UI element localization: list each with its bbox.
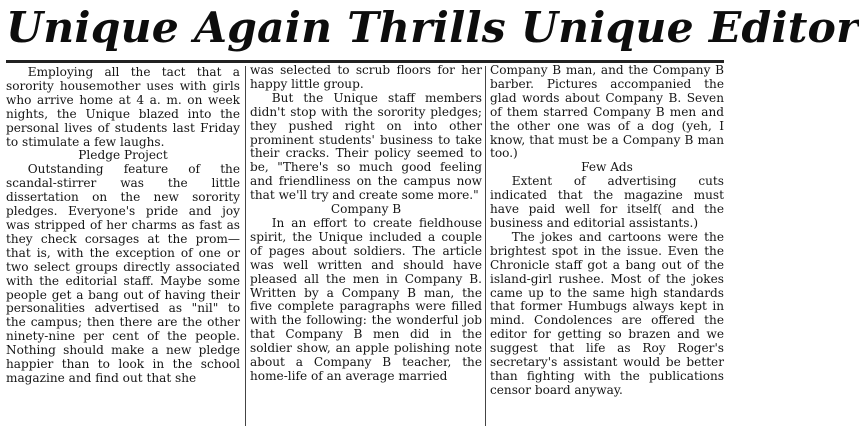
subhead-few-ads: Few Ads (581, 160, 633, 175)
headline: Unique Again Thrills Unique Editor (6, 3, 859, 53)
column-divider (485, 66, 486, 426)
article-column-2 (250, 64, 482, 424)
paragraph: Extent of advertising cuts indicated that the magazine must have paid well for itself( and the business and editorial assistants.) (490, 174, 724, 230)
subhead-pledge-project: Pledge Project (78, 148, 168, 163)
paragraph: But the Unique staff members didn't stop with the sorority pledges; they pushed right on into other prominent students' business to take their cracks. Their policy seemed to be, "There's so much good feeling and friendliness on the campus now that we'll try and create some more." (250, 90, 482, 203)
paragraph: was selected to scrub floors for her happy little group. (250, 63, 482, 91)
paragraph: Company B man, and the Company B barber. Pictures accompanied the glad words about Company B. Seven of them starred Company B men and the other one was of a dog (yeh, I know, that must be a Company B man too.) (490, 63, 724, 161)
paragraph: The jokes and cartoons were the brightest spot in the issue. Even the Chronicle staff got a bang out of the island-girl rushee. Most of the jokes came up to the same high standards that former Humbugs always kept in mind. Condolences are offered the editor for getting so brazen and we suggest that life as Roy Roger's secretary's assistant would be better than fighting with the publications censor board anyway. (490, 229, 724, 397)
paragraph: In an effort to create fieldhouse spirit, the Unique included a couple of pages about soldiers. The article was well written and should have pleased all the men in Company B. Written by a Company B man, the five complete paragraphs were filled with the following: the wonderful job that Company B men did in the soldier show, an apple polishing note about a Company B teacher, the home-life of an average married (250, 215, 482, 383)
article-column-3 (490, 64, 724, 424)
subhead-company-b: Company B (330, 202, 402, 217)
column-divider (245, 66, 246, 426)
paragraph: Outstanding feature of the scandal-stirrer was the little dissertation on the new sorority pledges. Everyone's pride and joy was stripped of her charms as fast as they check corsages at the prom—that is, with the exception of one or two select groups directly associated with the editorial staff. Maybe some people get a bang out of having their personalities advertised as "nil" to the campus; then there are the other ninety-nine per cent of the people. Nothing should make a new pledge happier than to look in the school magazine and find out that she (6, 162, 240, 385)
article-column-1 (6, 66, 240, 426)
paragraph: Employing all the tact that a sorority housemother uses with girls who arrive home at 4 a. m. on week nights, the Unique blazed into the personal lives of students last Friday to stimulate a few laughs. (6, 65, 240, 149)
